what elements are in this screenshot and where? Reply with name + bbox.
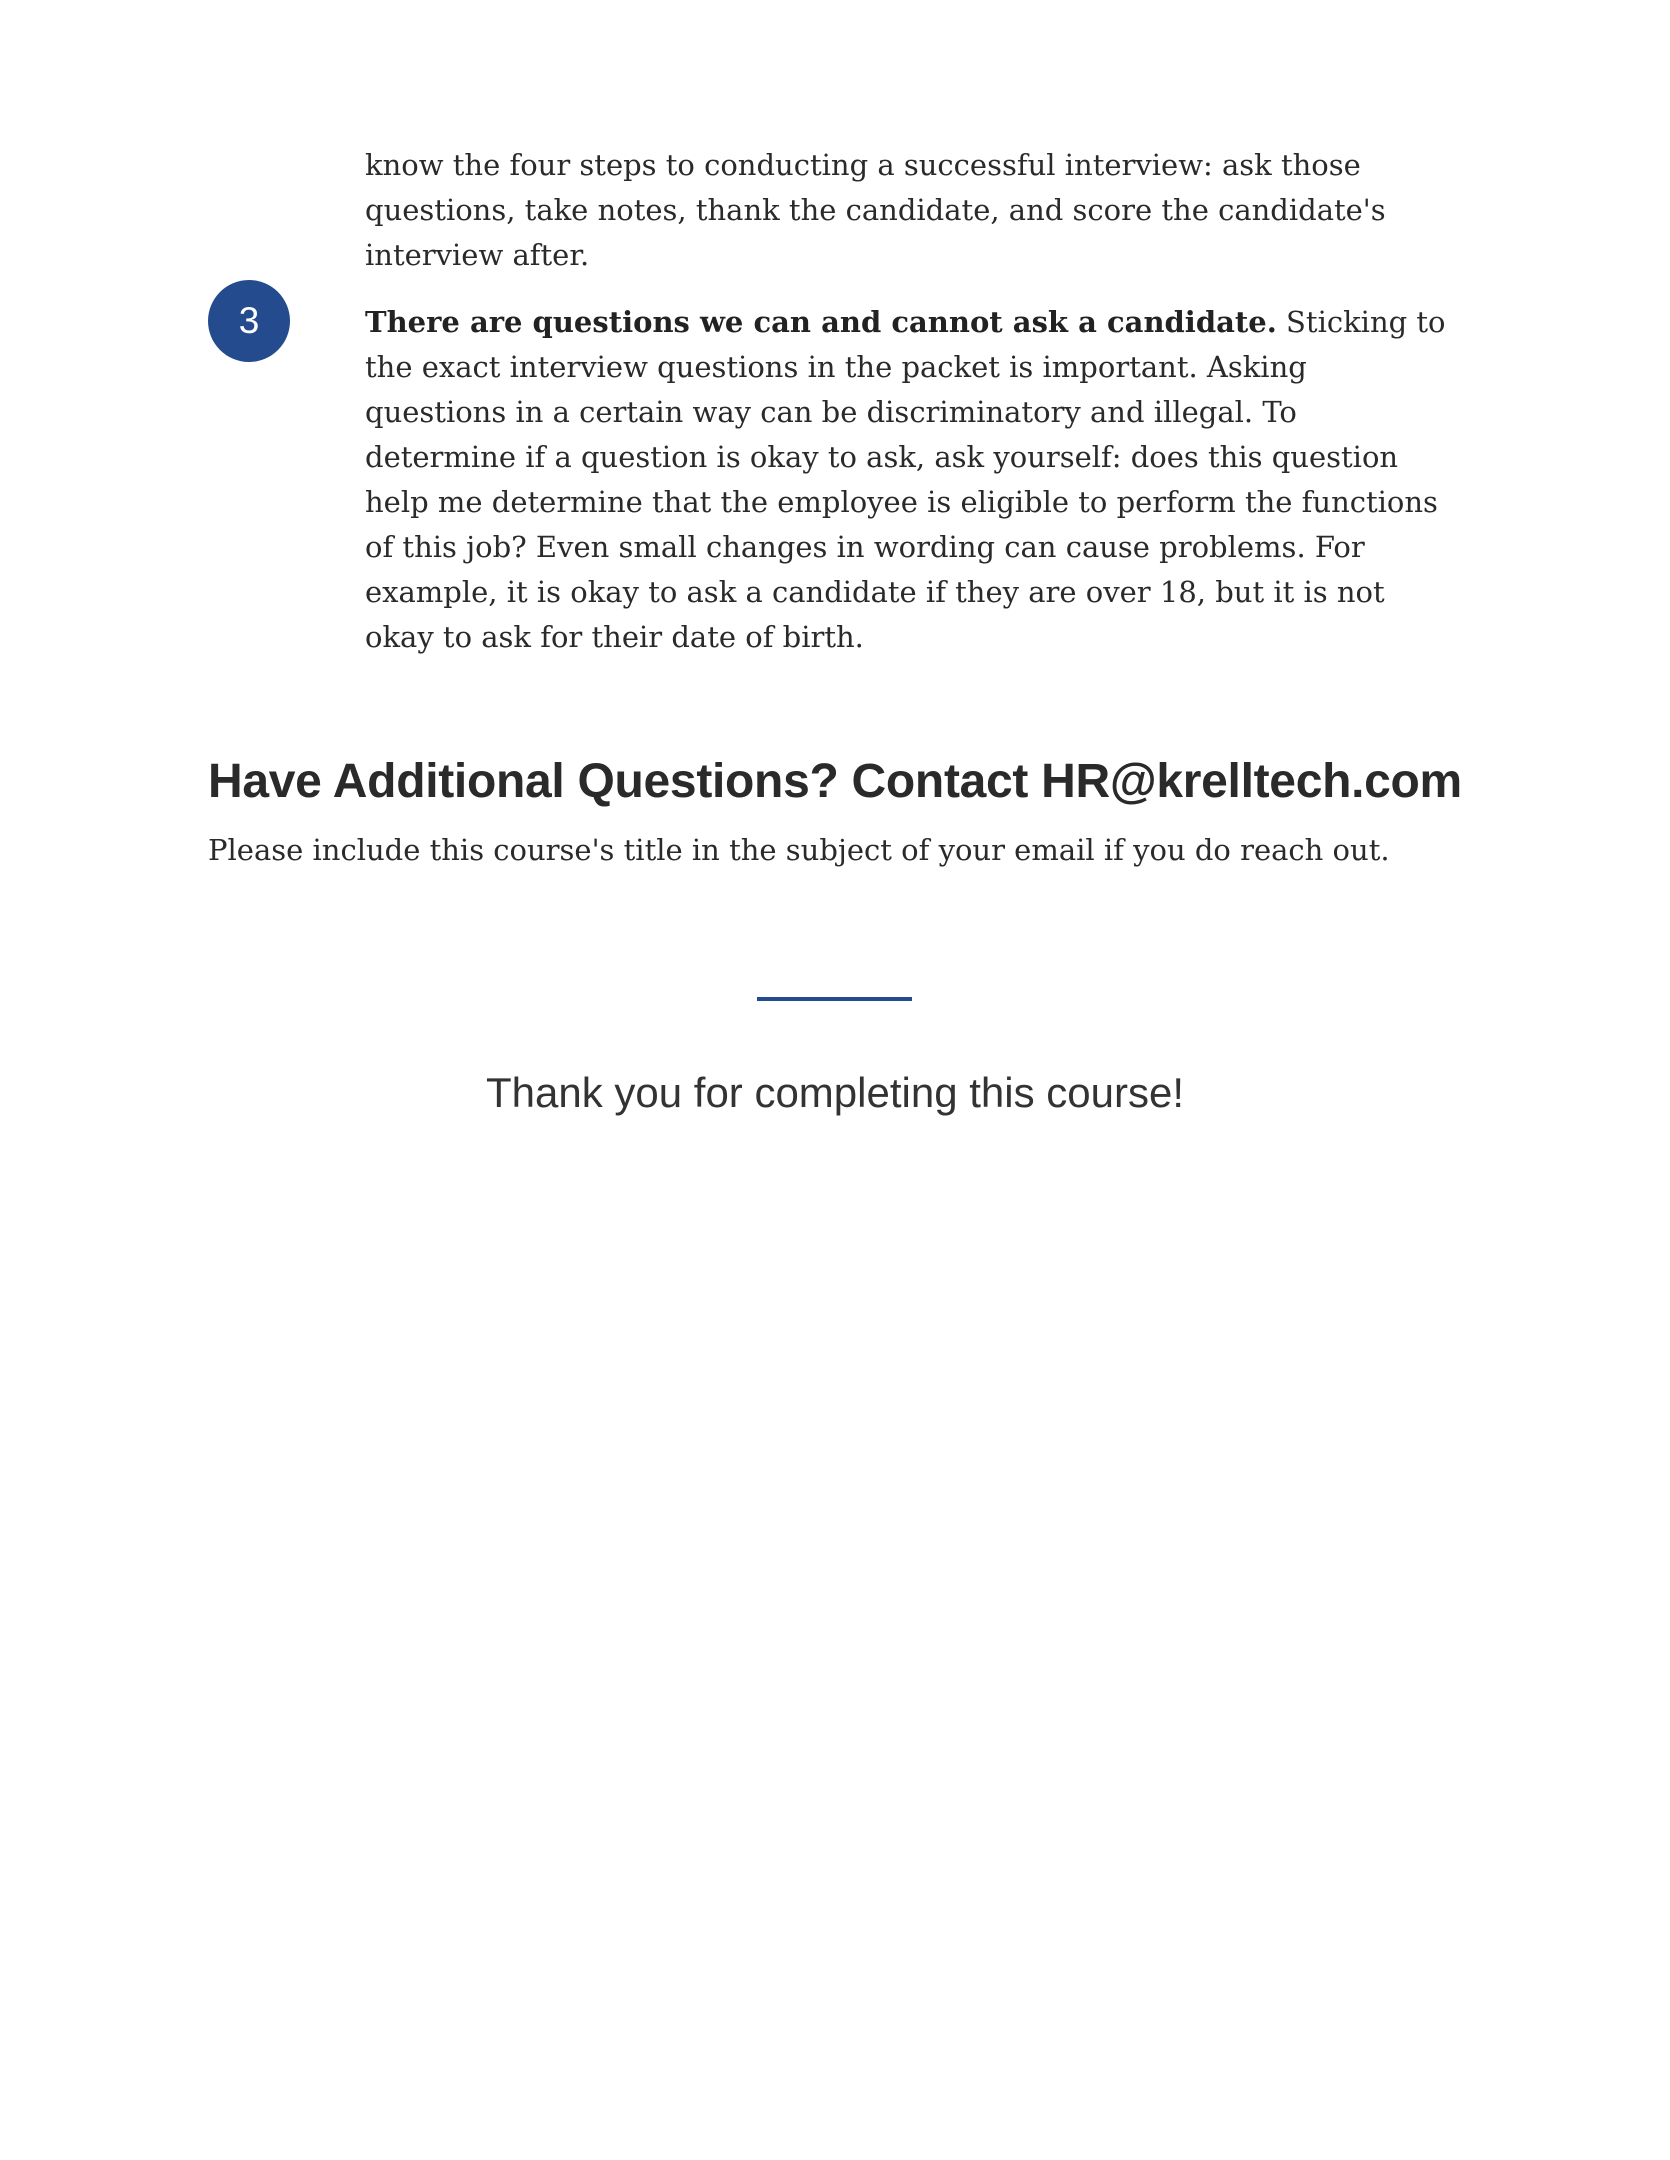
numbered-item-lead: There are questions we can and cannot ask a candidate. (365, 305, 1277, 339)
step-number-badge: 3 (208, 280, 290, 362)
numbered-item-text (365, 300, 1450, 660)
section-divider (757, 997, 912, 1001)
numbered-item-body: Sticking to the exact interview questions in the packet is important. Asking questions in a certain way can be discriminatory and illegal. To determine if a question is okay to ask, ask yourself: does this question help me determine that the employee is eligible to perform the functions of this job? Even small changes in wording can cause problems. For example, it is okay to ask a candidate if they are over 18, but it is not okay to ask for their date of birth. (365, 305, 1446, 654)
contact-heading: Have Additional Questions? Contact HR@krelltech.com (208, 755, 1462, 808)
completion-message: Thank you for completing this course! (485, 1069, 1184, 1116)
contact-note: Please include this course's title in the subject of your email if you do reach out. (208, 833, 1390, 867)
continued-paragraph: know the four steps to conducting a successful interview: ask those questions, take notes, thank the candidate, and score the candidate's interview after. (365, 148, 1386, 272)
